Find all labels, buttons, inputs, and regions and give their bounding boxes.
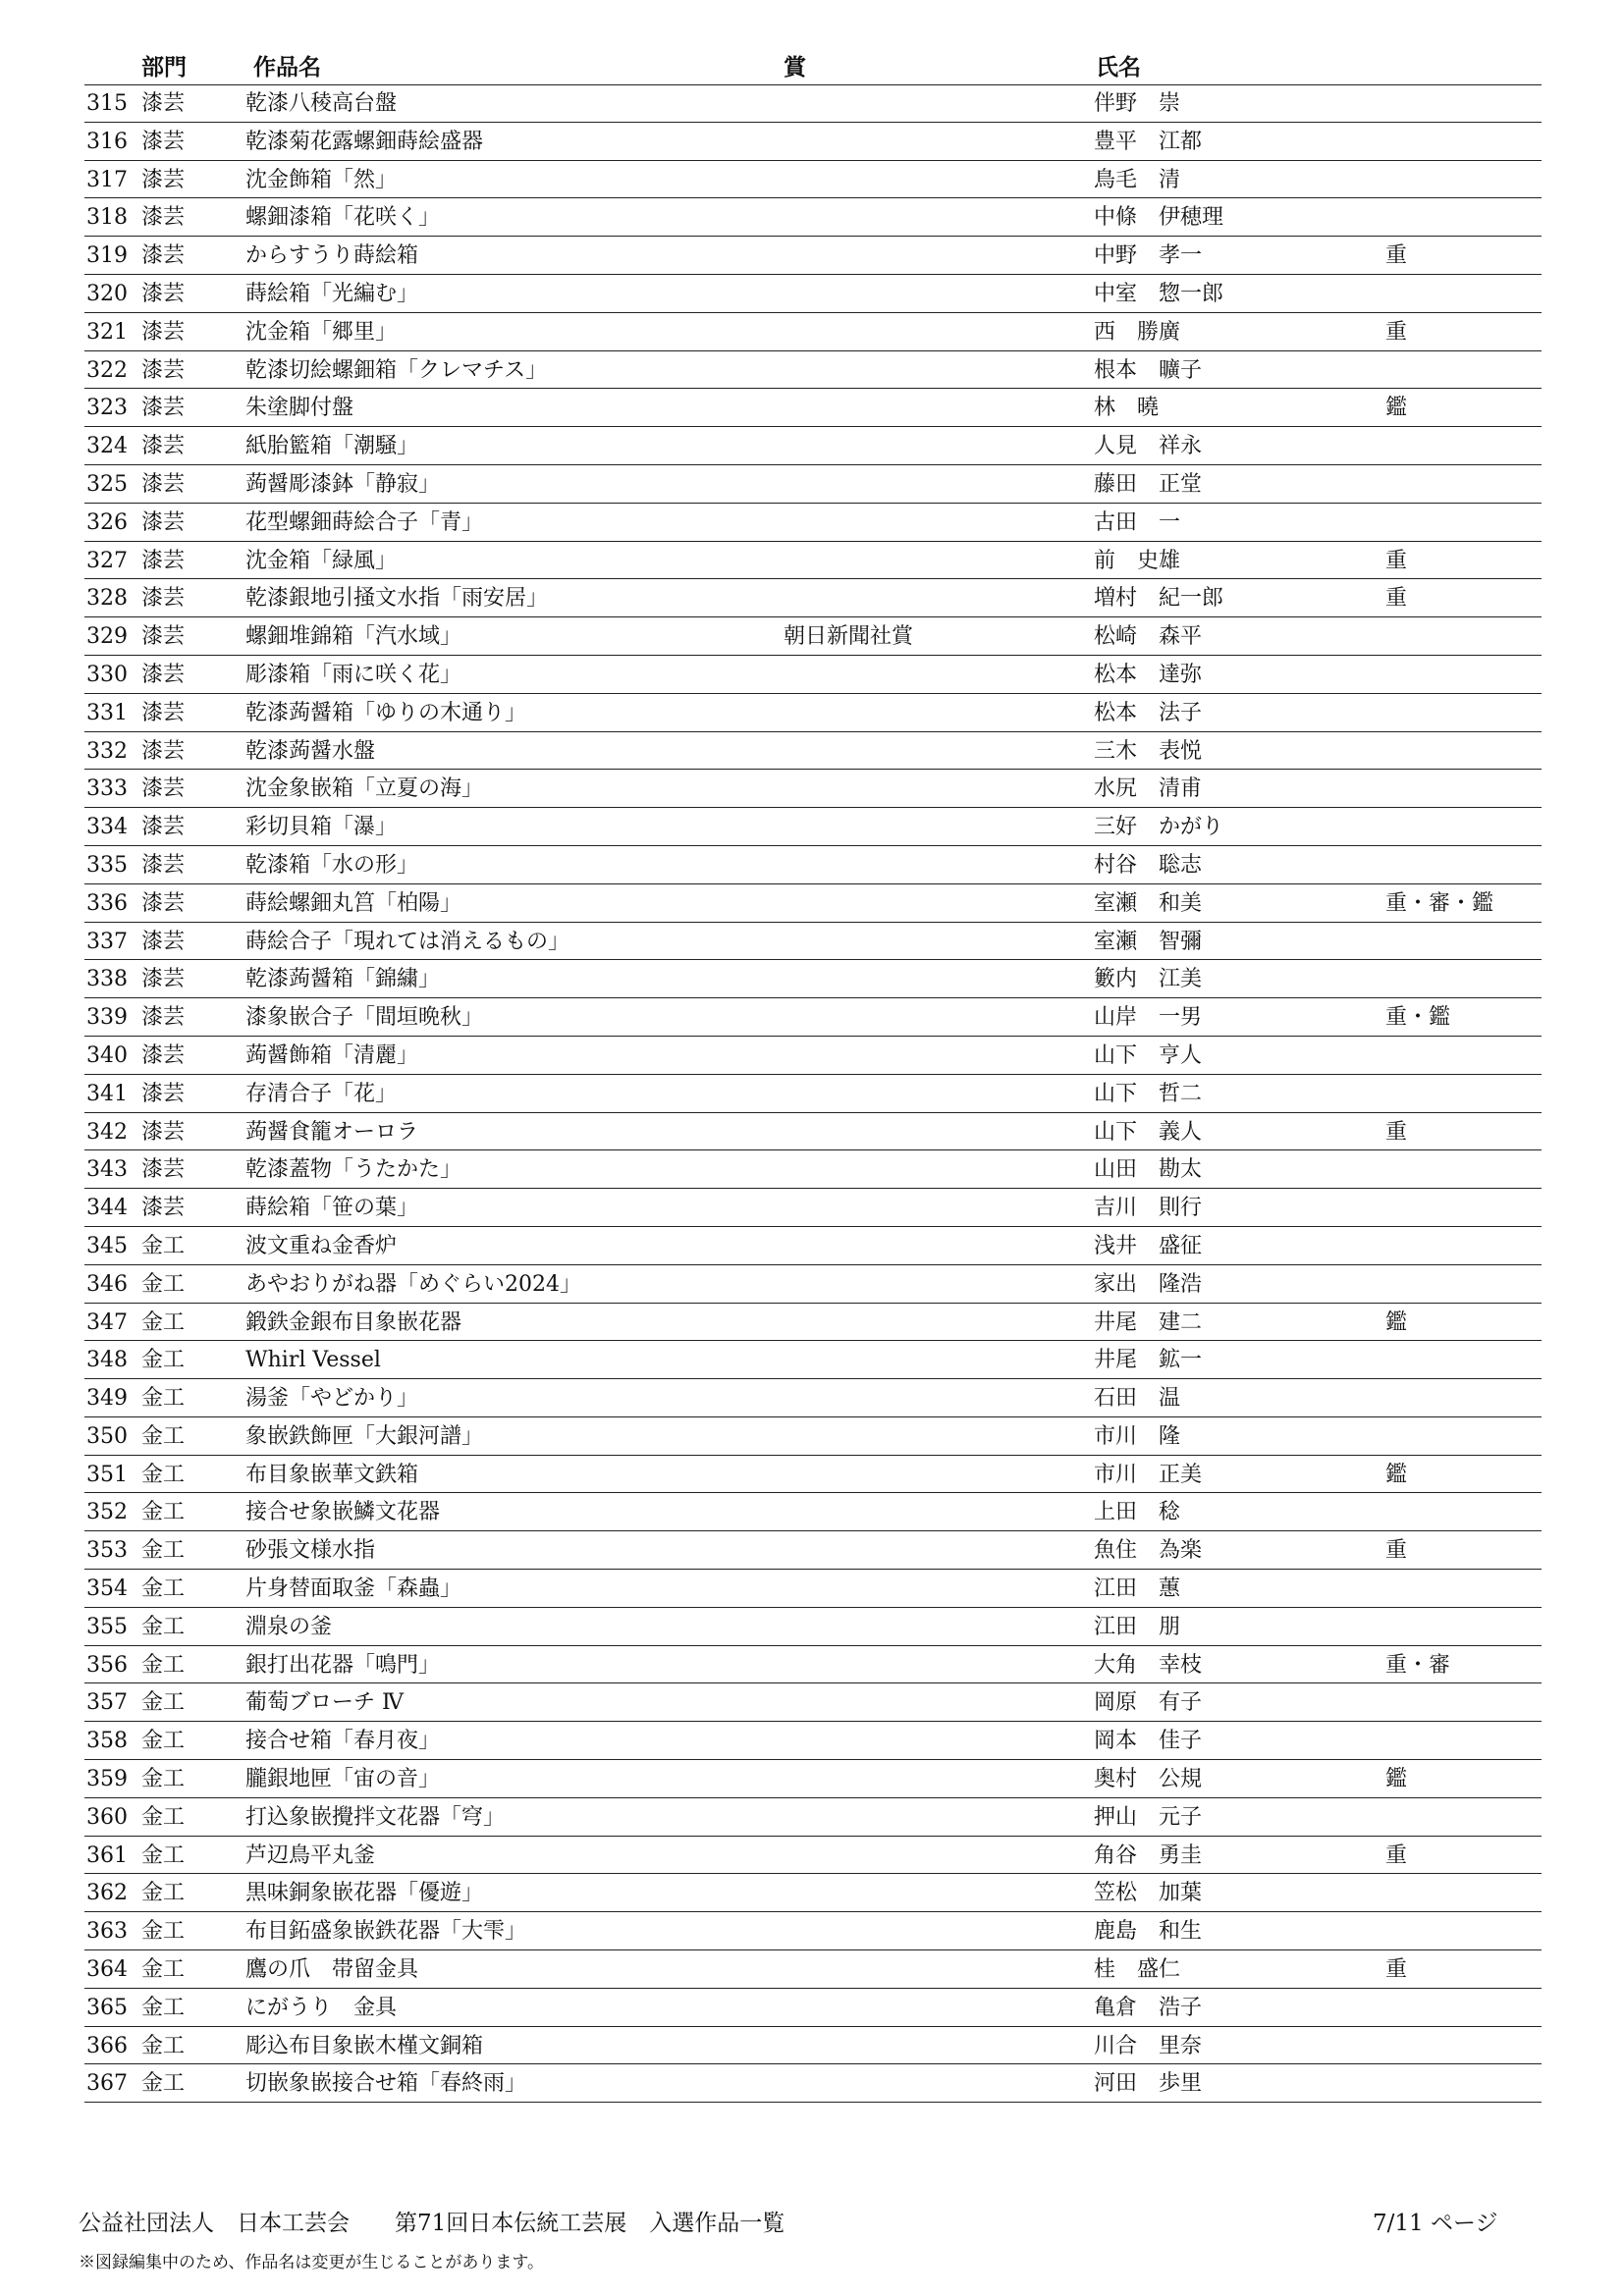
entry-note: 重 bbox=[1385, 1119, 1408, 1145]
entry-department: 漆芸 bbox=[141, 776, 186, 802]
entry-note: 鑑 bbox=[1385, 1462, 1408, 1487]
entry-note: 重 bbox=[1385, 319, 1408, 345]
entry-department: 漆芸 bbox=[141, 852, 186, 878]
entry-department: 漆芸 bbox=[141, 1196, 186, 1221]
entry-title: 彫漆箱「雨に咲く花」 bbox=[245, 662, 462, 687]
entry-number: 364 bbox=[86, 1957, 128, 1983]
entry-department: 金工 bbox=[141, 1348, 186, 1373]
entry-title: 漆象嵌合子「間垣晩秋」 bbox=[245, 1005, 484, 1031]
table-row bbox=[84, 1608, 1542, 1646]
header-dept: 部門 bbox=[141, 55, 187, 80]
entry-department: 金工 bbox=[141, 1690, 186, 1716]
entry-number: 353 bbox=[86, 1538, 128, 1564]
entry-title: 彫込布目象嵌木槿文銅箱 bbox=[245, 2033, 484, 2058]
entry-number: 357 bbox=[86, 1690, 128, 1716]
entry-department: 金工 bbox=[141, 1462, 186, 1487]
entry-number: 329 bbox=[86, 624, 128, 650]
entry-number: 333 bbox=[86, 776, 128, 802]
entry-department: 漆芸 bbox=[141, 205, 186, 231]
entry-department: 金工 bbox=[141, 1576, 186, 1602]
entry-title: 淵泉の釜 bbox=[245, 1614, 333, 1639]
entry-department: 金工 bbox=[141, 2071, 186, 2097]
entry-department: 金工 bbox=[141, 1652, 186, 1678]
entry-artist: 押山 元子 bbox=[1094, 1804, 1203, 1830]
table-row bbox=[84, 1075, 1542, 1113]
entry-artist: 増村 紀一郎 bbox=[1094, 586, 1224, 612]
entry-artist: 室瀬 智彌 bbox=[1094, 929, 1203, 954]
entry-artist: 大角 幸枝 bbox=[1094, 1652, 1203, 1678]
entry-number: 319 bbox=[86, 243, 128, 269]
table-row bbox=[84, 1989, 1542, 2027]
table-row bbox=[84, 1037, 1542, 1075]
entry-number: 348 bbox=[86, 1348, 128, 1373]
entry-artist: 江田 朋 bbox=[1094, 1614, 1181, 1639]
entry-artist: 山田 勘太 bbox=[1094, 1157, 1203, 1183]
entry-artist: 井尾 鉱一 bbox=[1094, 1348, 1203, 1373]
entry-artist: 上田 稔 bbox=[1094, 1500, 1181, 1525]
entry-number: 326 bbox=[86, 509, 128, 535]
table-row bbox=[84, 1874, 1542, 1912]
entry-artist: 水尻 清甫 bbox=[1094, 776, 1203, 802]
table-row bbox=[84, 1646, 1542, 1684]
entry-artist: 川合 里奈 bbox=[1094, 2033, 1203, 2058]
entry-number: 352 bbox=[86, 1500, 128, 1525]
entry-artist: 西 勝廣 bbox=[1094, 319, 1181, 345]
entry-department: 金工 bbox=[141, 2033, 186, 2058]
entry-artist: 林 曉 bbox=[1094, 396, 1160, 421]
entry-note: 鑑 bbox=[1385, 396, 1408, 421]
entry-title: 葡萄ブローチ Ⅳ bbox=[245, 1690, 404, 1716]
entry-artist: 井尾 建二 bbox=[1094, 1309, 1203, 1335]
entry-artist: 魚住 為楽 bbox=[1094, 1538, 1203, 1564]
entry-number: 360 bbox=[86, 1804, 128, 1830]
entry-department: 金工 bbox=[141, 1423, 186, 1449]
table-row bbox=[84, 617, 1542, 656]
entry-number: 366 bbox=[86, 2033, 128, 2058]
entry-artist: 山下 亨人 bbox=[1094, 1042, 1203, 1068]
entry-title: 乾漆蒟醤箱「ゆりの木通り」 bbox=[245, 700, 527, 725]
entry-title: 螺鈿堆錦箱「汽水域」 bbox=[245, 624, 462, 650]
entry-department: 漆芸 bbox=[141, 1157, 186, 1183]
entry-number: 338 bbox=[86, 967, 128, 992]
entry-title: 乾漆切絵螺鈿箱「クレマチス」 bbox=[245, 357, 548, 383]
entry-number: 317 bbox=[86, 167, 128, 192]
entry-artist: 奥村 公規 bbox=[1094, 1767, 1203, 1792]
table-row bbox=[84, 1227, 1542, 1265]
entry-title: 乾漆箱「水の形」 bbox=[245, 852, 419, 878]
entry-number: 322 bbox=[86, 357, 128, 383]
entry-artist: 桂 盛仁 bbox=[1094, 1957, 1181, 1983]
entry-artist: 藤田 正堂 bbox=[1094, 471, 1203, 497]
entry-title: 彩切貝箱「瀑」 bbox=[245, 815, 398, 840]
table-row bbox=[84, 1798, 1542, 1837]
table-row bbox=[84, 808, 1542, 846]
entry-note: 重 bbox=[1385, 243, 1408, 269]
entry-department: 漆芸 bbox=[141, 91, 186, 116]
entry-department: 金工 bbox=[141, 1614, 186, 1639]
entry-title: 湯釜「やどかり」 bbox=[245, 1386, 419, 1412]
table-header bbox=[84, 43, 1542, 85]
entry-title: 蒔絵箱「笹の葉」 bbox=[245, 1196, 419, 1221]
entry-department: 金工 bbox=[141, 1842, 186, 1868]
table-row bbox=[84, 656, 1542, 694]
entry-note: 重 bbox=[1385, 1957, 1408, 1983]
table-row bbox=[84, 123, 1542, 161]
table-row bbox=[84, 1265, 1542, 1304]
table-row bbox=[84, 351, 1542, 390]
table-row bbox=[84, 1760, 1542, 1798]
entry-title: 螺鈿漆箱「花咲く」 bbox=[245, 205, 441, 231]
entry-number: 351 bbox=[86, 1462, 128, 1487]
entry-department: 金工 bbox=[141, 1271, 186, 1297]
table-row bbox=[84, 1150, 1542, 1189]
entry-department: 漆芸 bbox=[141, 662, 186, 687]
entry-artist: 伴野 崇 bbox=[1094, 91, 1181, 116]
entry-number: 349 bbox=[86, 1386, 128, 1412]
table-row bbox=[84, 1683, 1542, 1722]
entry-note: 重・審 bbox=[1385, 1652, 1451, 1678]
entry-title: 花型螺鈿蒔絵合子「青」 bbox=[245, 509, 484, 535]
entry-department: 漆芸 bbox=[141, 738, 186, 764]
entry-artist: 河田 歩里 bbox=[1094, 2071, 1203, 2097]
entry-title: 象嵌鉄飾匣「大銀河譜」 bbox=[245, 1423, 484, 1449]
entry-artist: 三木 表悦 bbox=[1094, 738, 1203, 764]
entry-department: 漆芸 bbox=[141, 509, 186, 535]
entry-artist: 村谷 聡志 bbox=[1094, 852, 1203, 878]
entry-title: あやおりがね器「めぐらい2024」 bbox=[245, 1271, 581, 1297]
entry-artist: 岡本 佳子 bbox=[1094, 1729, 1203, 1754]
entry-number: 332 bbox=[86, 738, 128, 764]
entry-note: 鑑 bbox=[1385, 1767, 1408, 1792]
entry-title: 波文重ね金香炉 bbox=[245, 1233, 398, 1258]
entry-number: 354 bbox=[86, 1576, 128, 1602]
entry-artist: 鳥毛 清 bbox=[1094, 167, 1181, 192]
entry-number: 343 bbox=[86, 1157, 128, 1183]
table-row bbox=[84, 1341, 1542, 1379]
entry-title: 朱塗脚付盤 bbox=[245, 396, 354, 421]
entry-department: 金工 bbox=[141, 1729, 186, 1754]
entry-artist: 中條 伊穂理 bbox=[1094, 205, 1224, 231]
entry-artist: 山下 哲二 bbox=[1094, 1081, 1203, 1106]
entry-number: 344 bbox=[86, 1196, 128, 1221]
entry-title: 紙胎籃箱「潮騒」 bbox=[245, 434, 419, 459]
table-row bbox=[84, 275, 1542, 313]
entry-title: 乾漆八稜高台盤 bbox=[245, 91, 398, 116]
table-row bbox=[84, 1722, 1542, 1760]
header-title: 作品名 bbox=[253, 55, 321, 80]
entry-number: 363 bbox=[86, 1919, 128, 1945]
entry-number: 320 bbox=[86, 281, 128, 306]
entry-title: 乾漆菊花露螺鈿蒔絵盛器 bbox=[245, 129, 484, 154]
entry-number: 315 bbox=[86, 91, 128, 116]
entry-artist: 山下 義人 bbox=[1094, 1119, 1203, 1145]
entry-artist: 市川 正美 bbox=[1094, 1462, 1203, 1487]
entry-title: 鷹の爪 帯留金具 bbox=[245, 1957, 419, 1983]
entry-department: 漆芸 bbox=[141, 396, 186, 421]
table-row bbox=[84, 2064, 1542, 2103]
entry-title: 乾漆銀地引掻文水指「雨安居」 bbox=[245, 586, 549, 612]
header-award: 賞 bbox=[784, 55, 806, 80]
entry-title: 蒔絵箱「光編む」 bbox=[245, 281, 419, 306]
table-row bbox=[84, 161, 1542, 199]
entry-title: 乾漆蒟醤箱「錦繍」 bbox=[245, 967, 441, 992]
entry-title: からすうり蒔絵箱 bbox=[245, 243, 419, 269]
entry-artist: 市川 隆 bbox=[1094, 1423, 1181, 1449]
entry-number: 328 bbox=[86, 586, 128, 612]
entry-number: 346 bbox=[86, 1271, 128, 1297]
entry-number: 334 bbox=[86, 815, 128, 840]
entry-artist: 松本 達弥 bbox=[1094, 662, 1203, 687]
entry-department: 金工 bbox=[141, 1881, 186, 1906]
entry-title: にがうり 金具 bbox=[245, 1995, 398, 2020]
entry-department: 漆芸 bbox=[141, 1042, 186, 1068]
entry-title: 朧銀地匣「宙の音」 bbox=[245, 1767, 441, 1792]
entry-number: 355 bbox=[86, 1614, 128, 1639]
entry-title: 蒟醤飾箱「清麗」 bbox=[245, 1042, 419, 1068]
entry-title: 片身替面取釜「森蟲」 bbox=[245, 1576, 462, 1602]
entry-note: 重 bbox=[1385, 548, 1408, 573]
table-row bbox=[84, 1379, 1542, 1417]
entry-number: 318 bbox=[86, 205, 128, 231]
entry-department: 漆芸 bbox=[141, 129, 186, 154]
entry-number: 341 bbox=[86, 1081, 128, 1106]
table-row bbox=[84, 998, 1542, 1037]
footer-note: ※図録編集中のため、作品名は変更が生じることがあります。 bbox=[79, 2253, 544, 2272]
entry-title: 蒟醤彫漆鉢「静寂」 bbox=[245, 471, 441, 497]
entry-artist: 石田 温 bbox=[1094, 1386, 1181, 1412]
entry-artist: 鹿島 和生 bbox=[1094, 1919, 1203, 1945]
table-row bbox=[84, 1912, 1542, 1950]
entry-department: 金工 bbox=[141, 1500, 186, 1525]
entry-number: 335 bbox=[86, 852, 128, 878]
table-row bbox=[84, 465, 1542, 504]
entry-department: 漆芸 bbox=[141, 281, 186, 306]
table-row bbox=[84, 1837, 1542, 1875]
page-number: 7/11 ページ bbox=[1373, 2211, 1498, 2236]
entry-title: 銀打出花器「鳴門」 bbox=[245, 1652, 441, 1678]
entry-artist: 笠松 加葉 bbox=[1094, 1881, 1203, 1906]
table-row bbox=[84, 732, 1542, 771]
table-row bbox=[84, 694, 1542, 732]
entry-department: 金工 bbox=[141, 1919, 186, 1945]
entry-title: 存清合子「花」 bbox=[245, 1081, 398, 1106]
header-name: 氏名 bbox=[1096, 55, 1141, 80]
entry-department: 金工 bbox=[141, 1957, 186, 1983]
entry-title: 布目鉐盛象嵌鉄花器「大雫」 bbox=[245, 1919, 527, 1945]
table-row bbox=[84, 1493, 1542, 1531]
entry-department: 漆芸 bbox=[141, 167, 186, 192]
entry-title: 蒟醤食籠オーロラ bbox=[245, 1119, 419, 1145]
entry-department: 漆芸 bbox=[141, 319, 186, 345]
entry-department: 漆芸 bbox=[141, 1005, 186, 1031]
entry-number: 347 bbox=[86, 1309, 128, 1335]
table-row bbox=[84, 1189, 1542, 1227]
entry-department: 漆芸 bbox=[141, 243, 186, 269]
entry-artist: 中野 孝一 bbox=[1094, 243, 1203, 269]
entry-number: 325 bbox=[86, 471, 128, 497]
table-row bbox=[84, 579, 1542, 617]
entry-artist: 前 史雄 bbox=[1094, 548, 1181, 573]
entry-title: 沈金箱「郷里」 bbox=[245, 319, 398, 345]
table-row bbox=[84, 1304, 1542, 1342]
entry-number: 358 bbox=[86, 1729, 128, 1754]
entry-note: 重・審・鑑 bbox=[1385, 890, 1494, 916]
table-row bbox=[84, 1417, 1542, 1456]
entry-artist: 浅井 盛征 bbox=[1094, 1233, 1203, 1258]
entry-title: 切嵌象嵌接合せ箱「春終雨」 bbox=[245, 2071, 527, 2097]
entry-title: 沈金箱「緑風」 bbox=[245, 548, 398, 573]
table-row bbox=[84, 846, 1542, 884]
entry-title: 接合せ箱「春月夜」 bbox=[245, 1729, 441, 1754]
entry-artist: 古田 一 bbox=[1094, 509, 1181, 535]
entry-number: 330 bbox=[86, 662, 128, 687]
entry-department: 漆芸 bbox=[141, 929, 186, 954]
entry-title: 打込象嵌攪拌文花器「穹」 bbox=[245, 1804, 506, 1830]
entry-number: 361 bbox=[86, 1842, 128, 1868]
entry-department: 金工 bbox=[141, 1386, 186, 1412]
entry-department: 金工 bbox=[141, 1309, 186, 1335]
entry-department: 漆芸 bbox=[141, 624, 186, 650]
entry-artist: 角谷 勇圭 bbox=[1094, 1842, 1203, 1868]
entry-artist: 岡原 有子 bbox=[1094, 1690, 1203, 1716]
entry-number: 321 bbox=[86, 319, 128, 345]
entry-number: 350 bbox=[86, 1423, 128, 1449]
table-row bbox=[84, 504, 1542, 542]
table-row bbox=[84, 960, 1542, 998]
entry-artist: 江田 蕙 bbox=[1094, 1576, 1181, 1602]
entry-artist: 室瀬 和美 bbox=[1094, 890, 1203, 916]
entry-department: 漆芸 bbox=[141, 890, 186, 916]
entry-number: 359 bbox=[86, 1767, 128, 1792]
entry-title: 沈金飾箱「然」 bbox=[245, 167, 398, 192]
entry-number: 337 bbox=[86, 929, 128, 954]
table-row bbox=[84, 198, 1542, 237]
table-row bbox=[84, 1113, 1542, 1151]
entry-number: 331 bbox=[86, 700, 128, 725]
entry-title: 蒔絵螺鈿丸筥「柏陽」 bbox=[245, 890, 462, 916]
entry-department: 漆芸 bbox=[141, 815, 186, 840]
entry-artist: 松崎 森平 bbox=[1094, 624, 1203, 650]
entry-artist: 三好 かがり bbox=[1094, 815, 1224, 840]
entry-number: 336 bbox=[86, 890, 128, 916]
table-row bbox=[84, 884, 1542, 923]
entry-artist: 亀倉 浩子 bbox=[1094, 1995, 1203, 2020]
entry-table bbox=[84, 84, 1542, 2103]
entry-artist: 家出 隆浩 bbox=[1094, 1271, 1203, 1297]
entry-department: 金工 bbox=[141, 1233, 186, 1258]
table-row bbox=[84, 427, 1542, 465]
table-row bbox=[84, 2027, 1542, 2065]
entry-department: 漆芸 bbox=[141, 967, 186, 992]
entry-title: 沈金象嵌箱「立夏の海」 bbox=[245, 776, 484, 802]
entry-note: 重・鑑 bbox=[1385, 1005, 1451, 1031]
entry-artist: 根本 曠子 bbox=[1094, 357, 1203, 383]
entry-title: 蒔絵合子「現れては消えるもの」 bbox=[245, 929, 570, 954]
entry-department: 漆芸 bbox=[141, 586, 186, 612]
table-row bbox=[84, 84, 1542, 123]
entry-artist: 豊平 江都 bbox=[1094, 129, 1203, 154]
table-row bbox=[84, 1570, 1542, 1608]
entry-department: 漆芸 bbox=[141, 357, 186, 383]
table-row bbox=[84, 542, 1542, 580]
entry-artist: 人見 祥永 bbox=[1094, 434, 1203, 459]
entry-number: 323 bbox=[86, 396, 128, 421]
table-row bbox=[84, 1456, 1542, 1494]
entry-number: 367 bbox=[86, 2071, 128, 2097]
table-row bbox=[84, 770, 1542, 808]
entry-department: 漆芸 bbox=[141, 1081, 186, 1106]
entry-number: 327 bbox=[86, 548, 128, 573]
entry-department: 金工 bbox=[141, 1995, 186, 2020]
entry-number: 342 bbox=[86, 1119, 128, 1145]
entry-number: 340 bbox=[86, 1042, 128, 1068]
entry-number: 356 bbox=[86, 1652, 128, 1678]
entry-department: 漆芸 bbox=[141, 548, 186, 573]
entry-title: 鍛鉄金銀布目象嵌花器 bbox=[245, 1309, 462, 1335]
table-row bbox=[84, 313, 1542, 351]
entry-department: 漆芸 bbox=[141, 1119, 186, 1145]
entry-department: 漆芸 bbox=[141, 434, 186, 459]
table-row bbox=[84, 237, 1542, 275]
table-row bbox=[84, 389, 1542, 427]
entry-title: 乾漆蓋物「うたかた」 bbox=[245, 1157, 462, 1183]
entry-title: 接合せ象嵌鱗文花器 bbox=[245, 1500, 441, 1525]
entry-artist: 松本 法子 bbox=[1094, 700, 1203, 725]
entry-number: 365 bbox=[86, 1995, 128, 2020]
entry-department: 漆芸 bbox=[141, 700, 186, 725]
table-row bbox=[84, 923, 1542, 961]
footer-organization: 公益社団法人 日本工芸会 第71回日本伝統工芸展 入選作品一覧 bbox=[79, 2211, 785, 2236]
entry-department: 金工 bbox=[141, 1804, 186, 1830]
entry-artist: 山岸 一男 bbox=[1094, 1005, 1203, 1031]
entry-department: 金工 bbox=[141, 1538, 186, 1564]
entry-number: 316 bbox=[86, 129, 128, 154]
entry-number: 362 bbox=[86, 1881, 128, 1906]
entry-note: 鑑 bbox=[1385, 1309, 1408, 1335]
entry-artist: 籔内 江美 bbox=[1094, 967, 1203, 992]
entry-title: 乾漆蒟醤水盤 bbox=[245, 738, 376, 764]
entry-note: 重 bbox=[1385, 1842, 1408, 1868]
entry-number: 324 bbox=[86, 434, 128, 459]
entry-title: 布目象嵌華文鉄箱 bbox=[245, 1462, 419, 1487]
entry-department: 漆芸 bbox=[141, 471, 186, 497]
entry-title: 砂張文様水指 bbox=[245, 1538, 376, 1564]
entry-title: 芦辺鳥平丸釜 bbox=[245, 1842, 376, 1868]
entry-title: Whirl Vessel bbox=[245, 1348, 381, 1373]
entry-artist: 吉川 則行 bbox=[1094, 1196, 1203, 1221]
table-row bbox=[84, 1950, 1542, 1989]
table-row bbox=[84, 1531, 1542, 1570]
entry-note: 重 bbox=[1385, 1538, 1408, 1564]
entry-number: 345 bbox=[86, 1233, 128, 1258]
entry-artist: 中室 惣一郎 bbox=[1094, 281, 1224, 306]
entry-award: 朝日新聞社賞 bbox=[784, 624, 914, 650]
entry-department: 金工 bbox=[141, 1767, 186, 1792]
entry-note: 重 bbox=[1385, 586, 1408, 612]
entry-number: 339 bbox=[86, 1005, 128, 1031]
entry-title: 黒味銅象嵌花器「優遊」 bbox=[245, 1881, 484, 1906]
